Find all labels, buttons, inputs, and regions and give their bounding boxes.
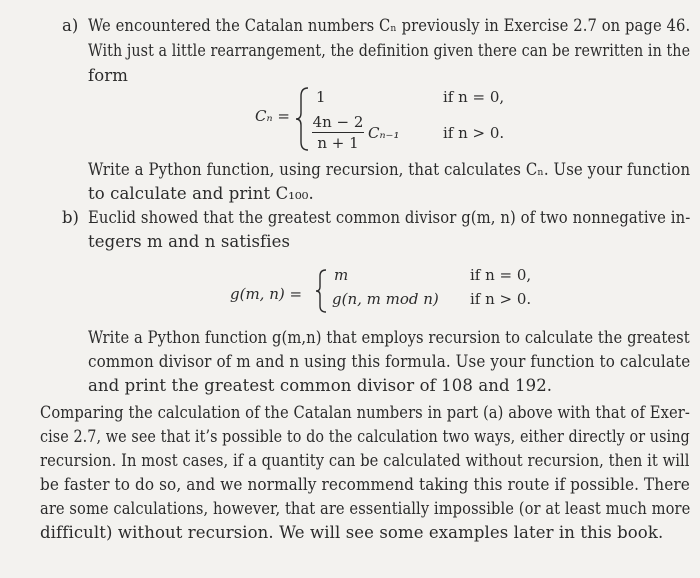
part-a-after-2: to calculate and print C₁₀₀.: [88, 184, 314, 203]
catalan-lhs: Cₙ =: [255, 107, 290, 125]
part-a-line-2: With just a little rearrangement, the definition given there can be rewritten in the: [88, 41, 691, 60]
gcd-lhs: g(m, n) =: [230, 285, 303, 303]
part-a-line-3: form: [88, 66, 128, 85]
paragraph-line-4: be faster to do so, and we normally recommend taking this route if possible. There: [40, 475, 690, 494]
part-a-after-1: Write a Python function, using recursion, that calculates Cₙ. Use your function: [88, 160, 691, 179]
part-a-label: a): [62, 16, 79, 35]
part-b-line-2: tegers m and n satisfies: [88, 232, 291, 251]
gcd-case2-condition: if n > 0.: [470, 290, 532, 308]
catalan-case2-condition: if n > 0.: [443, 124, 505, 142]
part-b-after-1: Write a Python function g(m,n) that employs recursion to calculate the greatest: [88, 328, 690, 347]
part-b-line-1: Euclid showed that the greatest common divisor g(m, n) of two nonnegative in-: [88, 208, 691, 227]
part-b-after-2: common divisor of m and n using this formula. Use your function to calculate: [88, 352, 691, 371]
catalan-fraction-denominator: n + 1: [317, 134, 359, 152]
left-brace-icon: [294, 86, 310, 152]
paragraph-line-6: difficult) without recursion. We will see some examples later in this book.: [40, 523, 664, 542]
catalan-case2-factor: Cₙ₋₁: [368, 124, 400, 142]
catalan-fraction: [312, 113, 364, 152]
part-b-after-3: and print the greatest common divisor of 108 and 192.: [88, 376, 553, 395]
part-b-label: b): [62, 208, 79, 227]
fraction-bar: [312, 132, 364, 133]
paragraph-line-3: recursion. In most cases, if a quantity can be calculated without recursion, then it will: [40, 451, 690, 470]
part-a-line-1: We encountered the Catalan numbers Cₙ previously in Exercise 2.7 on page 46.: [88, 16, 691, 35]
paragraph-line-5: are some calculations, however, that are essentially impossible (or at least much more: [40, 499, 691, 518]
left-brace-icon: [314, 268, 328, 314]
catalan-fraction-numerator: 4n − 2: [312, 113, 364, 131]
catalan-case1-value: 1: [316, 88, 326, 106]
paragraph-line-2: cise 2.7, we see that it’s possible to do the calculation two ways, either directly or using: [40, 427, 690, 446]
gcd-case1-condition: if n = 0,: [470, 266, 532, 284]
catalan-case1-condition: if n = 0,: [443, 88, 505, 106]
gcd-case1-value: m: [334, 266, 349, 284]
gcd-case2-value: g(n, m mod n): [332, 290, 439, 308]
paragraph-line-1: Comparing the calculation of the Catalan numbers in part (a) above with that of Exer-: [40, 403, 690, 422]
